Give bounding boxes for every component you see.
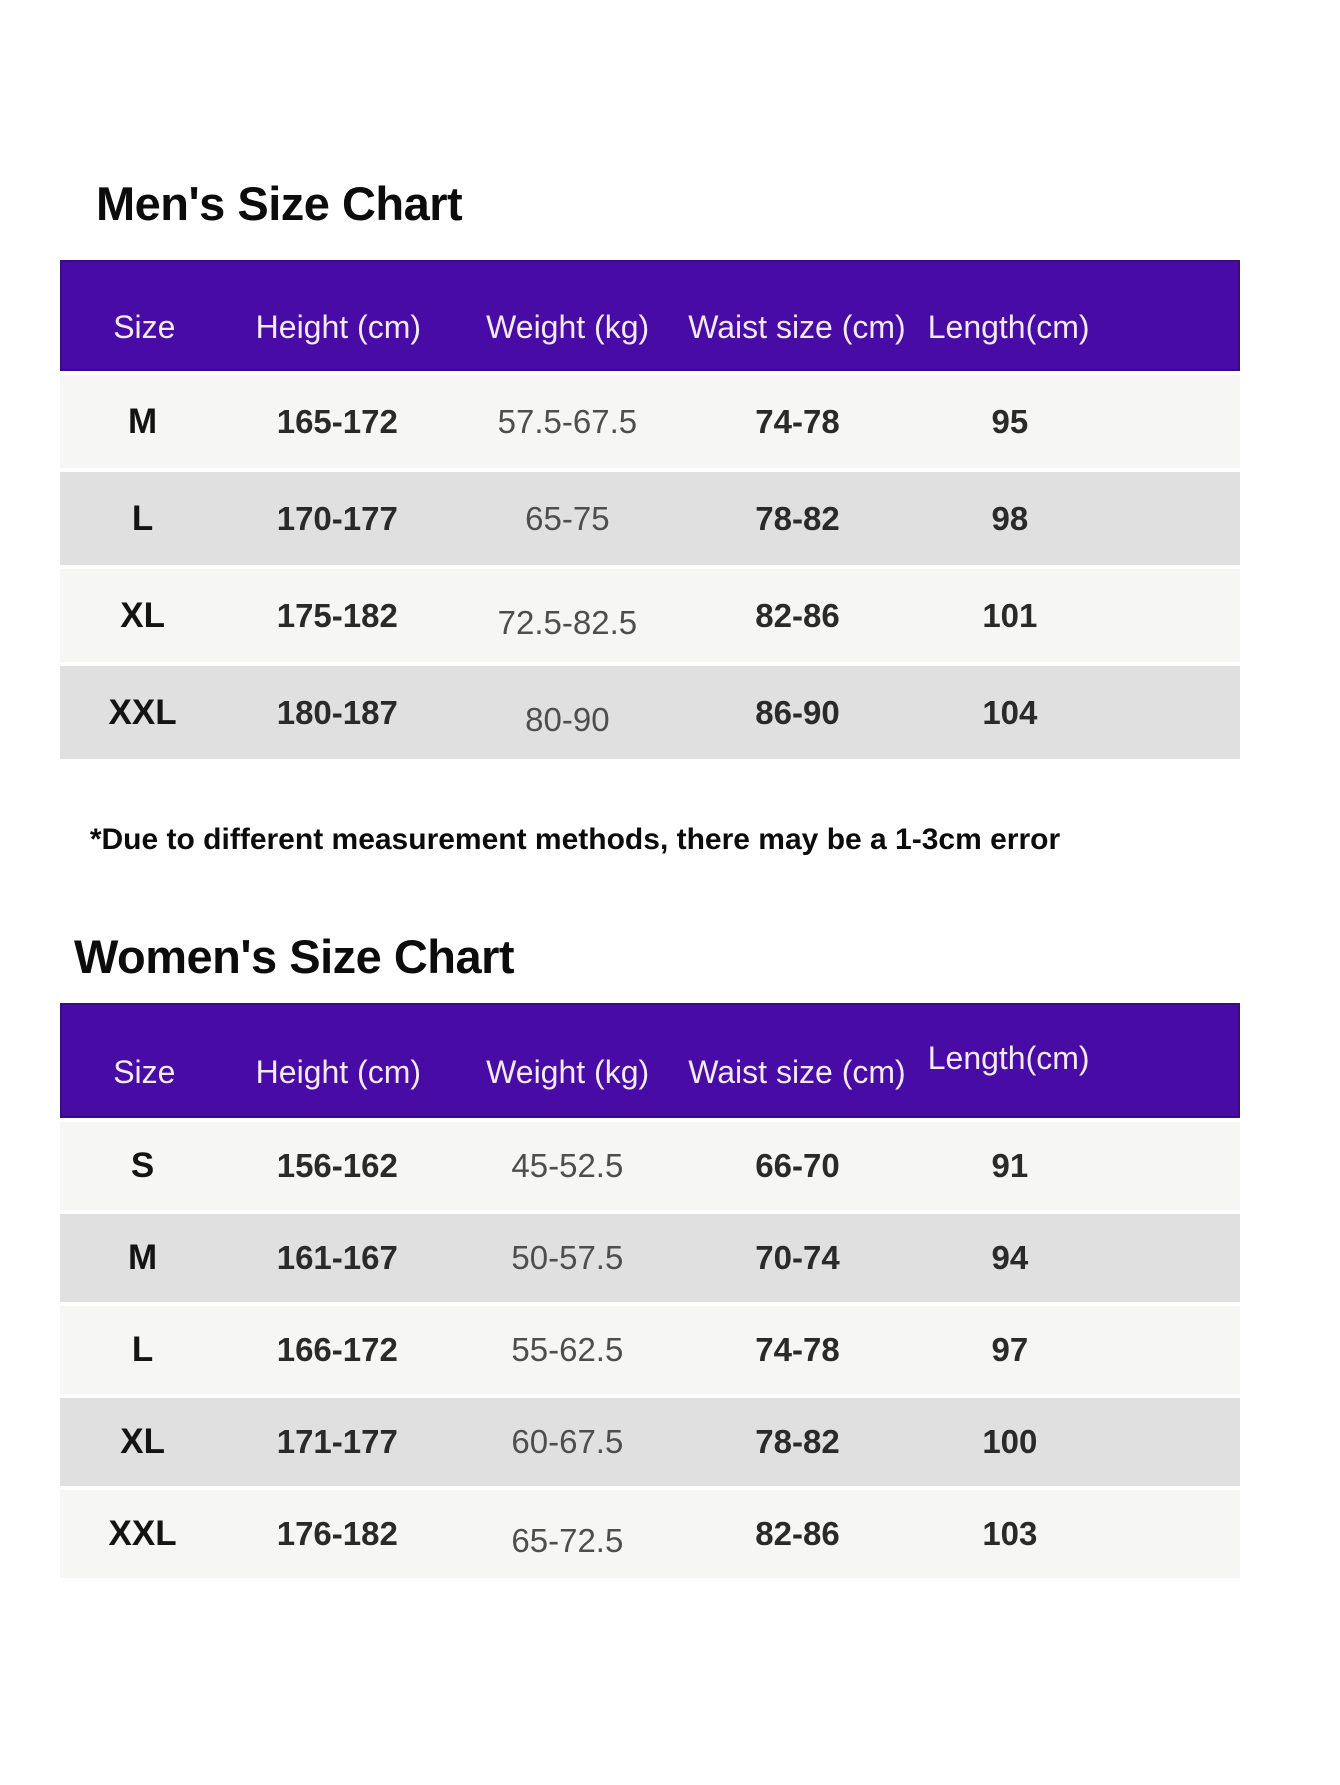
- length-cell: 91: [991, 1147, 1029, 1184]
- mens-chart-title: Men's Size Chart: [96, 177, 463, 230]
- height-cell: 165-172: [276, 402, 398, 440]
- table-row-m: [60, 1210, 1240, 1302]
- length-cell: 101: [982, 596, 1038, 634]
- weight-cell: 50-57.5: [511, 1239, 624, 1276]
- table-row-s: [60, 1118, 1240, 1210]
- weight-cell: 55-62.5: [511, 1331, 624, 1368]
- row-spacer: [1110, 375, 1240, 468]
- row-spacer: [1110, 569, 1240, 662]
- table-row-xl: [60, 565, 1240, 662]
- height-cell: 176-182: [276, 1515, 398, 1552]
- size-cell: S: [130, 1146, 155, 1185]
- size-cell: L: [131, 498, 154, 538]
- waist-cell: 82-86: [755, 596, 840, 634]
- mens-size-chart-section: [60, 0, 1240, 857]
- column-header-weight: Weight (kg): [486, 1054, 650, 1090]
- length-cell: 103: [982, 1515, 1038, 1552]
- table-row-xxl: [60, 1486, 1240, 1578]
- womens-size-chart-section: [60, 931, 1240, 1578]
- table-row-xl: [60, 1394, 1240, 1486]
- waist-cell: 78-82: [755, 499, 840, 537]
- height-cell: 166-172: [276, 1331, 398, 1368]
- weight-cell: 60-67.5: [511, 1423, 624, 1460]
- height-cell: 180-187: [276, 693, 398, 731]
- table-row-xxl: [60, 662, 1240, 759]
- mens-table-header-row: [60, 260, 1240, 371]
- weight-cell: 65-75: [525, 499, 610, 537]
- header-spacer: [1109, 1005, 1238, 1116]
- womens-chart-title: Women's Size Chart: [74, 930, 515, 983]
- table-row-m: [60, 371, 1240, 468]
- waist-cell: 74-78: [755, 1331, 840, 1368]
- height-cell: 161-167: [276, 1239, 398, 1276]
- column-header-size: Size: [113, 309, 176, 345]
- column-header-weight: Weight (kg): [486, 309, 650, 345]
- column-header-waist: Waist size (cm): [688, 1054, 906, 1090]
- womens-table-header-row: [60, 1003, 1240, 1118]
- weight-cell: 45-52.5: [511, 1147, 624, 1184]
- column-header-height: Height (cm): [255, 309, 422, 345]
- row-spacer: [1110, 1398, 1240, 1486]
- mens-size-table: [60, 260, 1240, 759]
- waist-cell: 70-74: [755, 1239, 840, 1276]
- row-spacer: [1110, 666, 1240, 759]
- size-cell: M: [128, 401, 158, 441]
- row-spacer: [1110, 1490, 1240, 1578]
- length-cell: 100: [982, 1423, 1038, 1460]
- waist-cell: 66-70: [755, 1147, 840, 1184]
- height-cell: 156-162: [276, 1147, 398, 1184]
- header-spacer: [1109, 262, 1238, 369]
- waist-cell: 78-82: [755, 1423, 840, 1460]
- weight-cell: 57.5-67.5: [497, 402, 638, 440]
- column-header-length: Length(cm): [927, 1040, 1090, 1076]
- length-cell: 95: [991, 402, 1029, 440]
- size-cell: XL: [120, 1422, 165, 1461]
- column-header-height: Height (cm): [255, 1054, 422, 1090]
- weight-cell: 65-72.5: [511, 1522, 624, 1559]
- size-cell: XXL: [108, 1514, 177, 1553]
- column-header-length: Length(cm): [927, 309, 1090, 345]
- length-cell: 98: [991, 499, 1029, 537]
- column-header-size: Size: [113, 1054, 176, 1090]
- row-spacer: [1110, 1306, 1240, 1394]
- measurement-note: *Due to different measurement methods, there may be a 1-3cm error: [89, 823, 1061, 856]
- waist-cell: 82-86: [755, 1515, 840, 1552]
- height-cell: 175-182: [276, 596, 398, 634]
- length-cell: 104: [982, 693, 1038, 731]
- length-cell: 94: [991, 1239, 1029, 1276]
- length-cell: 97: [991, 1331, 1029, 1368]
- waist-cell: 86-90: [755, 693, 840, 731]
- size-cell: M: [128, 1238, 158, 1277]
- weight-cell: 72.5-82.5: [497, 603, 638, 641]
- womens-size-table: [60, 1003, 1240, 1578]
- height-cell: 171-177: [276, 1423, 398, 1460]
- column-header-waist: Waist size (cm): [688, 309, 906, 345]
- size-cell: XXL: [108, 692, 177, 732]
- row-spacer: [1110, 472, 1240, 565]
- waist-cell: 74-78: [755, 402, 840, 440]
- row-spacer: [1110, 1122, 1240, 1210]
- size-cell: XL: [120, 595, 165, 635]
- table-row-l: [60, 1302, 1240, 1394]
- size-cell: L: [131, 1330, 154, 1369]
- height-cell: 170-177: [276, 499, 398, 537]
- table-row-l: [60, 468, 1240, 565]
- row-spacer: [1110, 1214, 1240, 1302]
- weight-cell: 80-90: [525, 700, 610, 738]
